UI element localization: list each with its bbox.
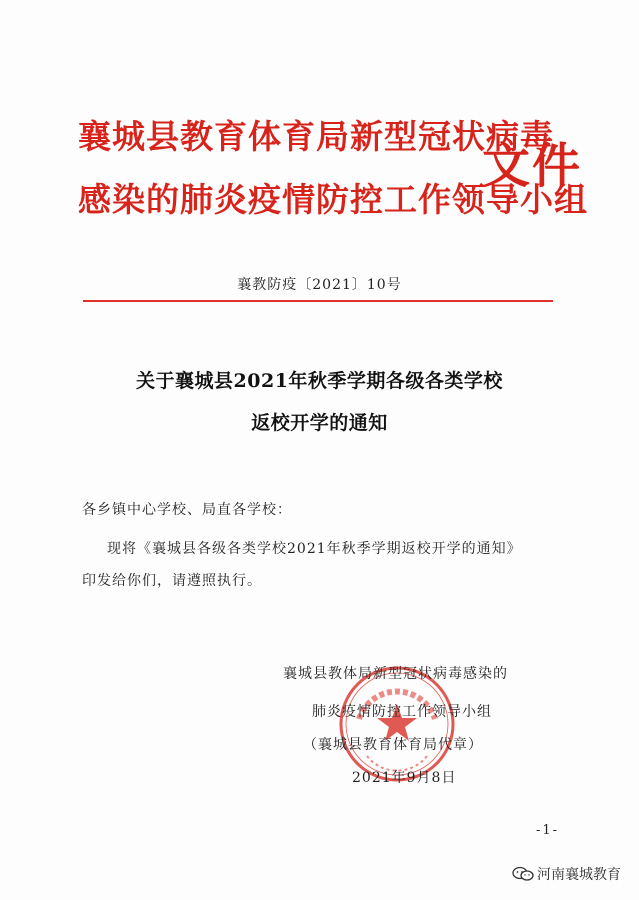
issuer-line-2: 感染的肺炎疫情防控工作领导小组 xyxy=(78,180,588,219)
title-line-2: 返校开学的通知 xyxy=(251,412,388,434)
body-paragraph-line-2: 印发给你们，请遵照执行。 xyxy=(82,573,262,589)
red-divider xyxy=(83,300,553,302)
signature-line-2: 肺炎疫情防控工作领导小组 xyxy=(312,704,492,720)
salutation: 各乡镇中心学校、局直各学校： xyxy=(82,502,292,518)
watermark-label: 河南襄城教育 xyxy=(537,867,621,883)
wechat-official-account-icon xyxy=(512,866,534,882)
body-paragraph-line-1: 现将《襄城县各级各类学校2021年秋季学期返校开学的通知》 xyxy=(107,541,522,557)
title-line-1: 关于襄城县2021年秋季学期各级各类学校 xyxy=(136,370,503,392)
issuer-line-1: 襄城县教育体育局新型冠状病毒 xyxy=(78,117,554,156)
page-number: -1- xyxy=(536,823,560,838)
wechat-watermark xyxy=(512,864,621,884)
signature-line-1: 襄城县教体局新型冠状病毒感染的 xyxy=(283,666,508,682)
signature-date: 2021年9月8日 xyxy=(352,770,457,786)
document-number: 襄教防疫〔2021〕10号 xyxy=(237,277,402,293)
doc-type-label: 文件 xyxy=(482,138,583,194)
signature-line-3: （襄城县教育体育局代章） xyxy=(303,737,483,753)
